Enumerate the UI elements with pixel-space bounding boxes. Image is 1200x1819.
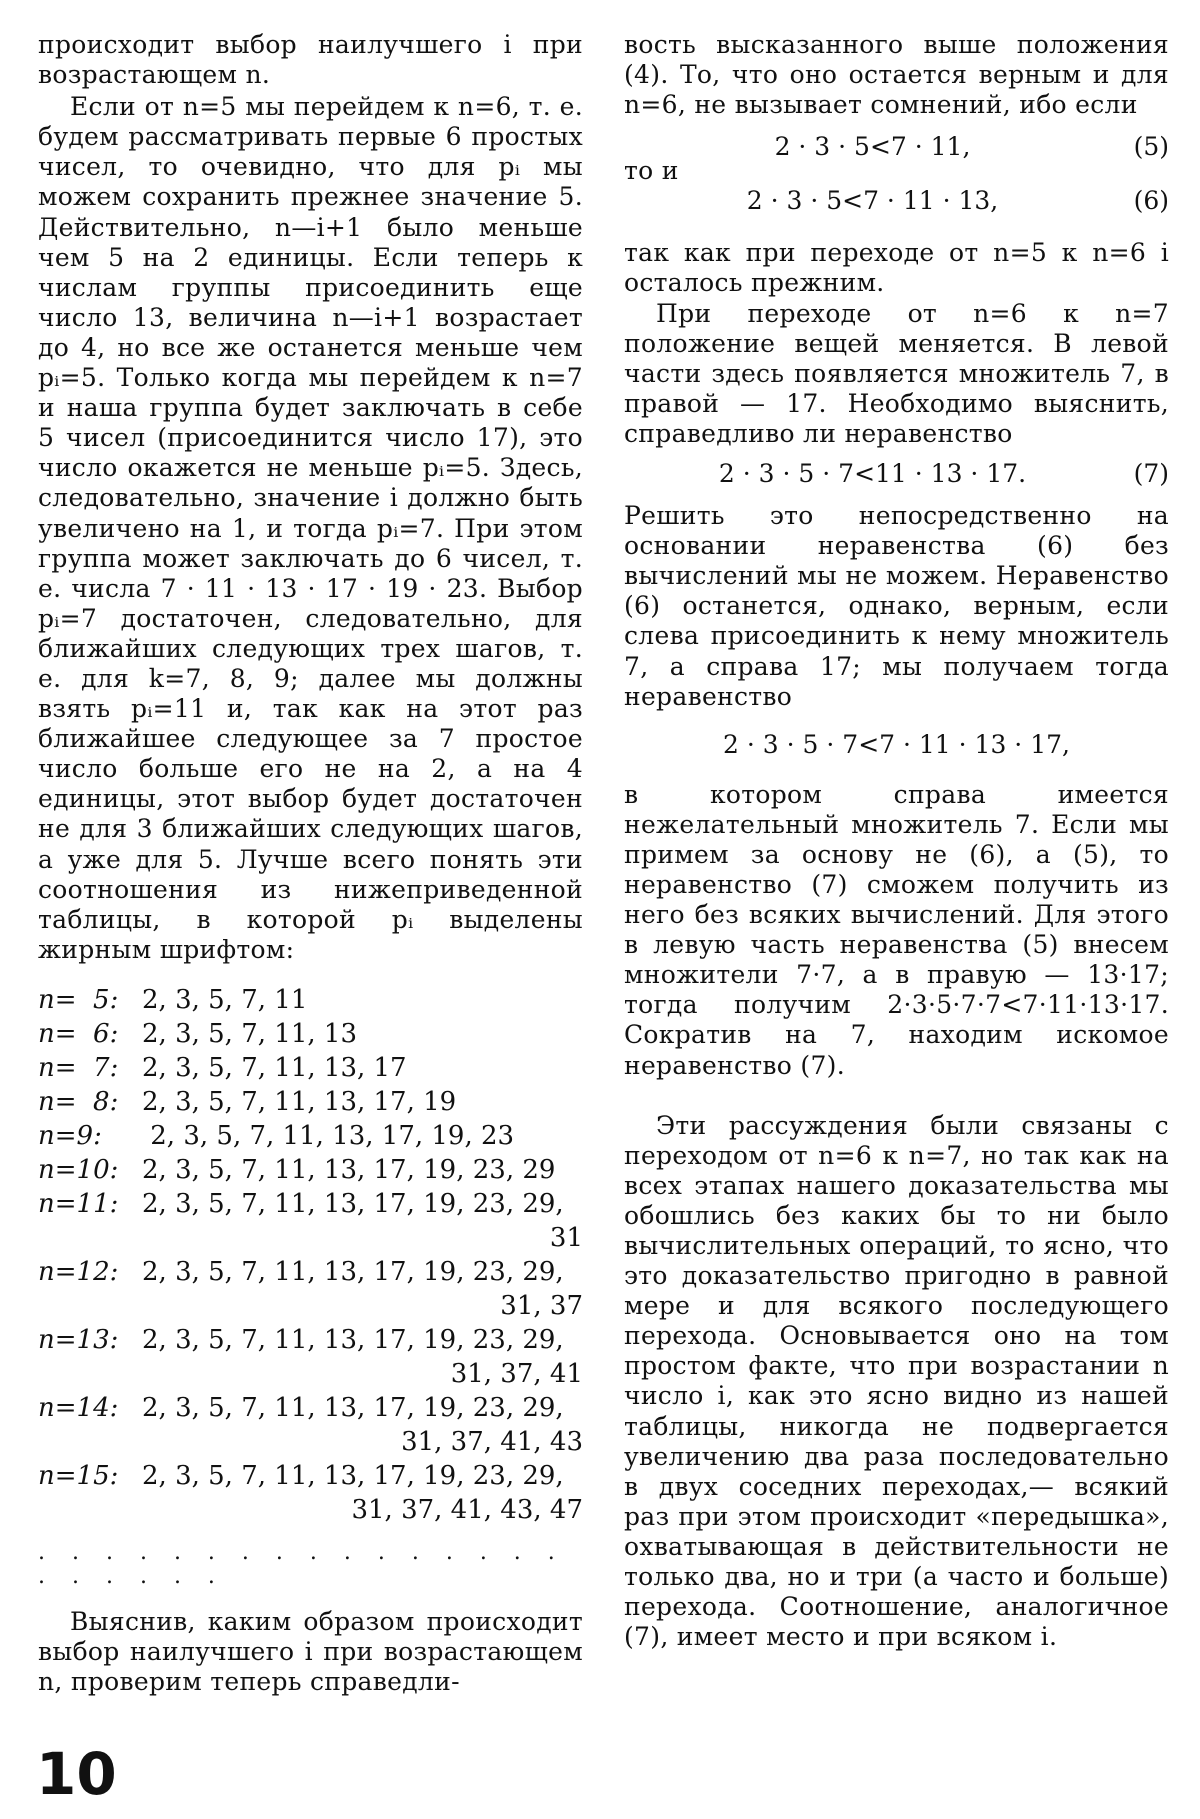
equation-8: 2 · 3 · 5 · 7<7 · 11 · 13 · 17, — [723, 729, 1070, 759]
table-row: n=10: 2, 3, 5, 7, 11, 13, 17, 19, 23, 29 — [38, 1154, 556, 1185]
right-column — [624, 30, 1169, 1652]
table-row-continuation: 31, 37, 41 — [450, 1358, 583, 1389]
table-row: n=14: 2, 3, 5, 7, 11, 13, 17, 19, 23, 29, — [38, 1392, 564, 1423]
table-row: n= 6: 2, 3, 5, 7, 11, 13 — [38, 1018, 357, 1049]
left-paragraph-1: происходит выбор наилучшего i при возрастающем n. — [38, 30, 583, 90]
table-row: n= 7: 2, 3, 5, 7, 11, 13, 17 — [38, 1052, 407, 1083]
then-text: то и — [624, 156, 679, 186]
left-paragraph-3: Выяснив, каким образом происходит выбор наилучшего i при возрастающем n, проверим теперь справедли- — [38, 1606, 583, 1697]
table-row: n= 5: 2, 3, 5, 7, 11 — [38, 984, 308, 1015]
right-paragraph-2: так как при переходе от n=5 к n=6 i осталось прежним. — [624, 238, 1169, 298]
table-row: n=12: 2, 3, 5, 7, 11, 13, 17, 19, 23, 29, — [38, 1256, 564, 1287]
page-number: 10 — [36, 1740, 117, 1808]
right-paragraph-1: вость высказанного выше положения (4). То, что оно остается верным и для n=6, не вызывает сомнений, ибо если — [624, 30, 1169, 120]
table-row: n= 8: 2, 3, 5, 7, 11, 13, 17, 19 — [38, 1086, 457, 1117]
left-paragraph-2: Если от n=5 мы перейдем к n=6, т. е. будем рассматривать первые 6 простых чисел, то очевидно, что для pᵢ мы можем сохранить прежнее значение 5. Действительно, n—i+1 было меньше чем 5 на 2 единицы. Если теперь к числам группы присоединить еще число 13, величина n—i+1 возрастает до 4, но все же останется меньше чем pᵢ=5. Только когда мы перейдем к n=7 и наша группа будет заключать в себе 5 чисел (присоединится число 17), это число окажется не меньше pᵢ=5. Здесь, следовательно, значение i должно быть увеличено на 1, и тогда pᵢ=7. При этом группа может заключать до 6 чисел, т. е. числа 7 · 11 · 13 · 17 · 19 · 23. Выбор pᵢ=7 достаточен, следовательно, для ближайших следующих трех шагов, т. е. для k=7, 8, 9; далее мы должны взять pᵢ=11 и, так как на этот раз ближайшее следующее за 7 простое число больше его не на 2, а на 4 единицы, этот выбор будет достаточен не для 3 ближайших следующих шагов, а уже для 5. Лучше всего понять эти соотношения из нижеприведенной таблицы, в которой pᵢ выделены жирным шрифтом: — [38, 92, 583, 964]
table-row-continuation: 31, 37, 41, 43 — [401, 1426, 583, 1457]
right-paragraph-5: в котором справа имеется нежелательный множитель 7. Если мы примем за основу не (6), а (5), то неравенство (7) сможем получить из него без всяких вычислений. Для этого в левую часть неравенства (5) внесем множители 7·7, а в правую — 13·17; тогда получим 2·3·5·7·7<7·11·13·17. Сократив на 7, находим искомое неравенство (7). — [624, 779, 1169, 1080]
table-row: n=15: 2, 3, 5, 7, 11, 13, 17, 19, 23, 29, — [38, 1460, 564, 1491]
equation-7: 2 · 3 · 5 · 7<11 · 13 · 17. (7) — [718, 459, 1169, 489]
equation-5: 2 · 3 · 5<7 · 11, (5) — [774, 132, 1169, 162]
left-column — [38, 30, 583, 1697]
table-row: n=9: 2, 3, 5, 7, 11, 13, 17, 19, 23 — [38, 1120, 515, 1151]
table-row: n=13: 2, 3, 5, 7, 11, 13, 17, 19, 23, 29, — [38, 1324, 564, 1355]
primes-table — [38, 983, 583, 1527]
table-row-continuation: 31, 37, 41, 43, 47 — [351, 1494, 583, 1525]
table-row: n=11: 2, 3, 5, 7, 11, 13, 17, 19, 23, 29, — [38, 1188, 564, 1219]
equation-6: 2 · 3 · 5<7 · 11 · 13, (6) — [746, 186, 1169, 216]
dotted-separator: . . . . . . . . . . . . . . . . . . . . . . — [38, 1539, 565, 1589]
right-paragraph-4: Решить это непосредственно на основании неравенства (6) без вычислений мы не можем. Неравенство (6) останется, однако, верным, если слева присоединить к нему множитель 7, а справа 17; мы получаем тогда неравенство — [624, 501, 1169, 711]
table-row-continuation: 31 — [549, 1222, 583, 1253]
right-paragraph-3: При переходе от n=6 к n=7 положение вещей меняется. В левой части здесь появляется множитель 7, в правой — 17. Необходимо выяснить, справедливо ли неравенство — [624, 298, 1169, 448]
table-row-continuation: 31, 37 — [500, 1290, 583, 1321]
right-paragraph-6: Эти рассуждения были связаны с переходом от n=6 к n=7, но так как на всех этапах нашего доказательства мы обошлись без каких бы то ни было вычислительных операций, то ясно, что это доказательство пригодно в равной мере и для всякого последующего перехода. Основывается оно на том простом факте, что при возрастании n число i, как это ясно видно из нашей таблицы, никогда не подвергается увеличению два раза последовательно в двух соседних переходах,— всякий раз при этом происходит «передышка», охватывающая в действительности не только два, но и три (а часто и больше) перехода. Соотношение, аналогичное (7), имеет место и при всяком i. — [624, 1110, 1169, 1652]
